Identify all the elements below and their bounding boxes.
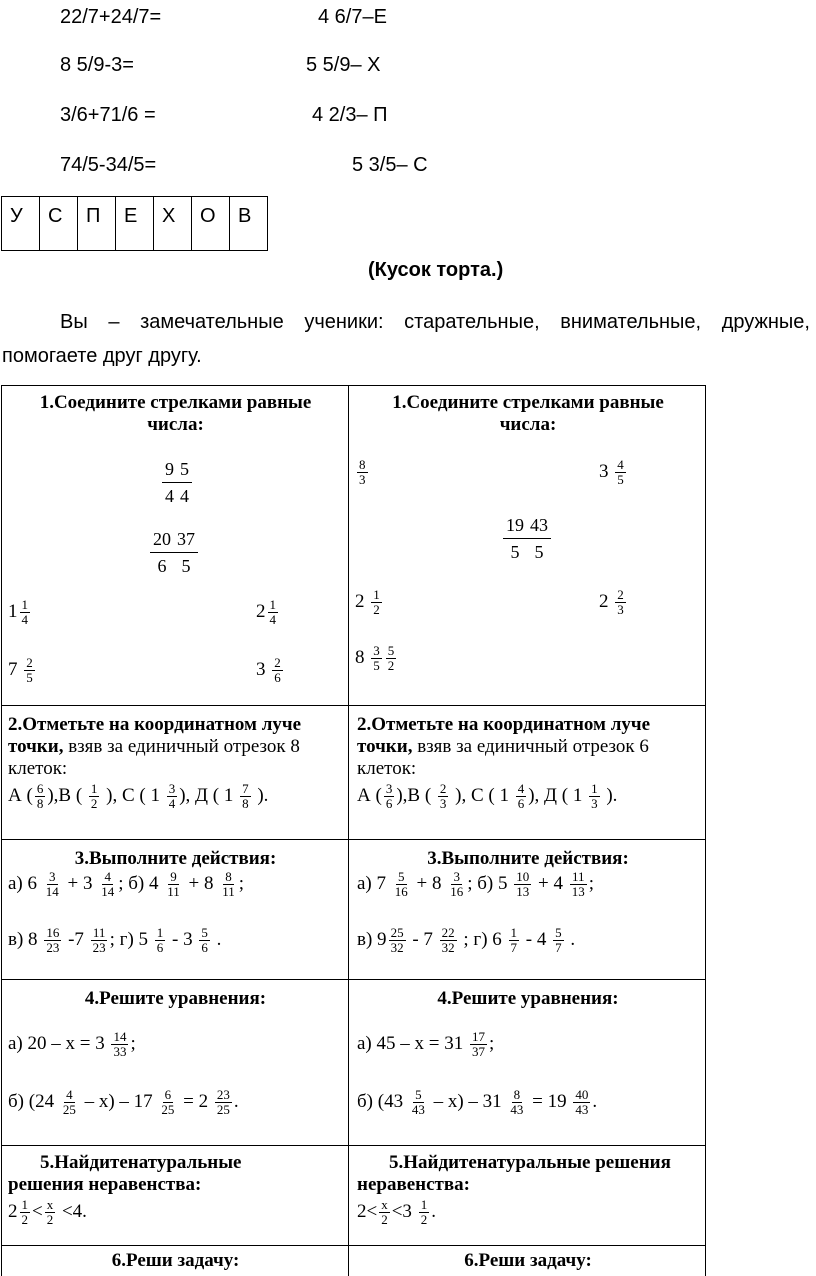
praise-line-1: Вы – замечательные ученики: старательные, внимательные, дружные, xyxy=(60,311,810,333)
left-task-3: 3.Выполните действия: а) 6 $\frac{3}{14}$ + 3 $\frac{4}{14}$ ; б) 4 $\frac{9}{11}$ + 8 $\frac{8}{11}$ ; в) 8 $\frac{16}{23}$ -7 $\frac{11}{23}$ ; г) 5 $\frac{1}{6}$ - 3 $\frac{5}{6}$ . xyxy=(1,839,348,979)
right-task-6: 6.Реши задачу: xyxy=(348,1245,706,1276)
equation-4-answer: 5 3/5– С xyxy=(352,154,428,176)
equation-3-answer: 4 2/3– П xyxy=(312,104,388,126)
cake-heading: (Кусок торта.) xyxy=(368,259,504,281)
left-task-6: 6.Реши задачу: xyxy=(1,1245,348,1276)
letter-cell: Х xyxy=(154,197,192,251)
praise-line-2: помогаете друг другу. xyxy=(2,345,202,367)
letter-cell: О xyxy=(192,197,230,251)
left-task-4: 4.Решите уравнения: а) 20 – х = 3 $\frac{14}{33}$ ; б) (24 $\frac{4}{25}$ – х) – 17 $\frac{6}{25}$ = 2 $\frac{23}{25}$ . xyxy=(1,979,348,1145)
right-task-2: 2.Отметьте на координатном луче точки, взяв за единичный отрезок 6 клеток: А ( $\frac{3}{6}$ ),В ( $\frac{2}{3}$ ), С ( 1 $\frac{4}{6}$ ), Д ( 1 $\frac{1}{3}$ ). xyxy=(348,705,706,839)
right-task-5: 5.Найдитенатуральные решения неравенства: 2< $\frac{x}{2}$ <3 $\frac{1}{2}$ . xyxy=(348,1145,706,1245)
letter-table xyxy=(1,196,268,251)
letter-cell: П xyxy=(78,197,116,251)
right-task-3: 3.Выполните действия: а) 7 $\frac{5}{16}$ + 8 $\frac{3}{16}$ ; б) 5 $\frac{10}{13}$ + 4 $\frac{11}{13}$ ; в) 9 $\frac{25}{32}$ - 7 $\frac{22}{32}$ ; г) 6 $\frac{1}{7}$ - 4 $\frac{5}{7}$ . xyxy=(348,839,706,979)
left-task-5: 5.Найдитенатуральные решения неравенства: 2 $\frac{1}{2}$ < $\frac{x}{2}$ <4. xyxy=(1,1145,348,1245)
equation-2: 8 5/9-3= xyxy=(60,54,134,76)
equation-expr: 22/7+24/7= xyxy=(60,6,162,28)
task-table xyxy=(1,385,706,1276)
letter-cell: С xyxy=(40,197,78,251)
right-task-4: 4.Решите уравнения: а) 45 – х = 31 $\frac{17}{37}$ ; б) (43 $\frac{5}{43}$ – х) – 31 $\frac{8}{43}$ = 19 $\frac{40}{43}$ . xyxy=(348,979,706,1145)
right-task-1: 1.Соедините стрелками равные числа: $\frac{8}{3}$ 3 $\frac{4}{5}$ $\frac{19}{5}$ $\frac{43}{5}$ 2 $\frac{1}{2}$ 2 $\frac{2}{3}$ 8 $\frac{3}{5}$ $\frac{5}{2}$ xyxy=(348,385,706,705)
left-task-2: 2.Отметьте на координатном луче точки, взяв за единичный отрезок 8 клеток: А ( $\frac{6}{8}$ ),В ( $\frac{1}{2}$ ), С ( 1 $\frac{3}{4}$ ), Д ( 1 $\frac{7}{8}$ ). xyxy=(1,705,348,839)
equation-4: 74/5-34/5= xyxy=(60,154,157,176)
letter-cell: В xyxy=(230,197,268,251)
equation-1-answer: 4 6/7–Е xyxy=(318,6,387,28)
equation-3: 3/6+71/6 = xyxy=(60,104,156,126)
letter-cell: Е xyxy=(116,197,154,251)
letter-cell: У xyxy=(2,197,40,251)
equation-2-answer: 5 5/9– Х xyxy=(306,54,381,76)
equation-1 xyxy=(60,6,161,29)
left-task-1: 1.Соедините стрелками равные числа: $\frac{9}{4}$ $\frac{5}{4}$ $\frac{20}{6}$ $\frac{37}{5}$ 1 $\frac{1}{4}$ 2 $\frac{1}{4}$ 7 $\frac{2}{5}$ 3 $\frac{2}{6}$ xyxy=(1,385,348,705)
